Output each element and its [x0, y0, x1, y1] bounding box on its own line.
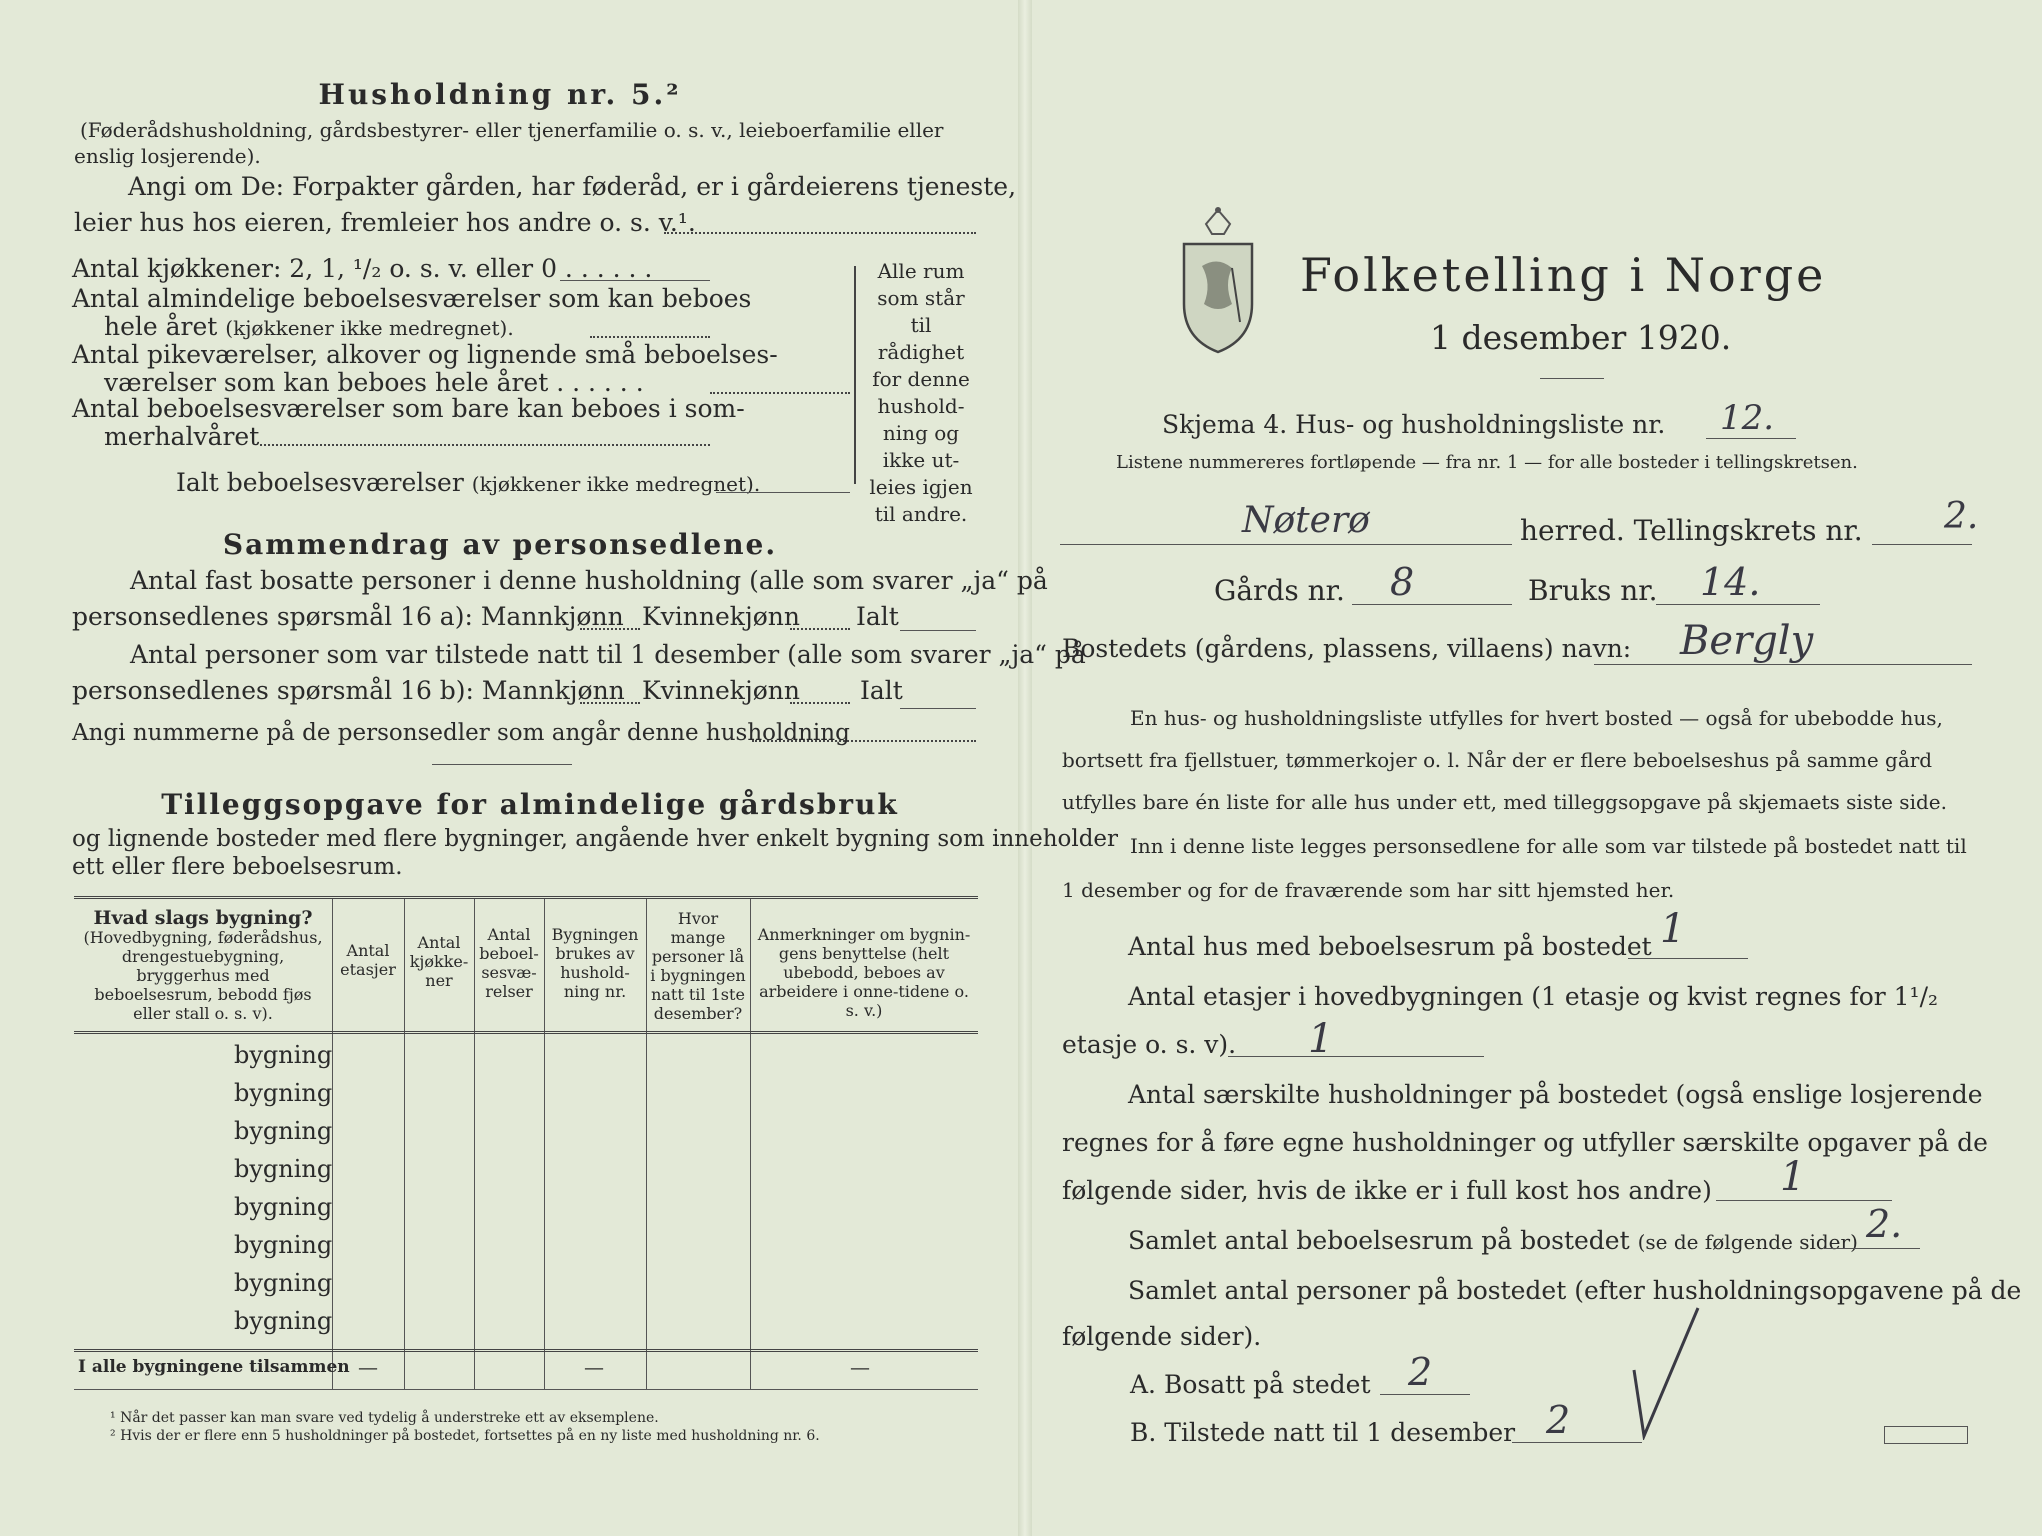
sum1-kvinne: Kvinnekjønn: [642, 602, 800, 631]
col-header-floors: Antal etasjer: [340, 941, 396, 979]
separator: [432, 764, 572, 765]
qb-answer-line: [1512, 1442, 1642, 1443]
rooms-3a: Antal beboelsesværelser som bare kan beboes i som-: [72, 394, 745, 423]
date-separator: [1540, 378, 1604, 379]
brace-note: Alle rum som står til rådighet for denne hushold- ning og ikke ut- leies igjen til andre.: [869, 259, 973, 526]
q2-label-a: Antal etasjer i hovedbygningen (1 etasje og kvist regnes for 1¹/₂: [1128, 982, 1939, 1011]
col-header-household: Bygningen brukes av hushold-ning nr.: [551, 925, 639, 1001]
gards-value: 8: [1390, 560, 1415, 604]
printer-stamp: [1884, 1426, 1968, 1444]
supplement-2: ett eller flere beboelsesrum.: [72, 854, 403, 880]
q5-label-b: følgende sider).: [1062, 1322, 1262, 1351]
table-row: bygning: [234, 1193, 333, 1221]
q1-label: Antal hus med beboelsesrum på bostedet: [1128, 932, 1652, 961]
bruks-answer-line: [1656, 604, 1820, 605]
qa-label: A. Bosatt på stedet: [1130, 1370, 1371, 1399]
qb-label: B. Tilstede natt til 1 desember: [1130, 1418, 1516, 1447]
total-rooms-answer-line: [716, 492, 850, 493]
table-row: bygning: [234, 1269, 333, 1297]
summary-2a: Antal personer som var tilstede natt til 1 desember (alle som svarer „ja“ på: [130, 640, 1086, 669]
bosted-value: Bergly: [1680, 618, 1814, 664]
info-2: bortsett fra fjellstuer, tømmerkojer o. l. Når der er flere beboelseshus på samme gård: [1062, 748, 1933, 772]
summary-1b: personsedlenes spørsmål 16 a): Mannkjønn: [72, 602, 624, 631]
col-header-remarks: Anmerkninger om bygnin-gens benyttelse (helt ubebodd, beboes av arbeidere i onne-tidene o. s. v.): [757, 925, 971, 1020]
q2-label-b: etasje o. s. v).: [1062, 1030, 1237, 1059]
sum2-kvinne-line: [790, 702, 850, 704]
info-4: Inn i denne liste legges personsedlene for alle som var tilstede på bostedet natt til: [1130, 834, 1967, 858]
ask-line-2: leier hus hos eieren, fremleier hos andre o. s. v.¹.: [74, 208, 696, 237]
sum2-ialt-line: [900, 708, 976, 709]
col-header-kitchens: Antal kjøkke-ner: [409, 933, 469, 990]
ask-answer-line: [664, 232, 976, 234]
footnote-2: ² Hvis der er flere enn 5 husholdninger på bostedet, fortsettes på en ny liste med husholdning nr. 6.: [110, 1428, 820, 1444]
q3-label-a: Antal særskilte husholdninger på bostedet (også enslige losjerende: [1128, 1080, 1983, 1109]
intro-line-1: (Føderådshusholdning, gårdsbestyrer- eller tjenerfamilie o. s. v., leieboerfamilie eller: [80, 118, 944, 142]
table-row: bygning: [234, 1231, 333, 1259]
table-row: bygning: [234, 1307, 333, 1335]
rooms-3b: merhalvåret: [104, 422, 260, 451]
q1-answer-line: [1628, 958, 1748, 959]
rooms-1-answer-line: [590, 336, 710, 338]
qb-value: 2: [1546, 1398, 1571, 1442]
table-row: bygning: [234, 1117, 333, 1145]
checkmark-icon: [1628, 1300, 1708, 1440]
table-row: bygning: [234, 1041, 333, 1069]
sum2-ialt: Ialt: [860, 676, 903, 705]
form-title: Folketelling i Norge: [1300, 248, 1827, 302]
gards-label: Gårds nr.: [1214, 574, 1345, 607]
total-row-label: I alle bygningene tilsammen: [78, 1357, 350, 1377]
table-row: bygning: [234, 1079, 333, 1107]
building-table: [74, 896, 978, 1389]
rooms-3-answer-line: [260, 444, 710, 446]
supplement-1: og lignende bosteder med flere bygninger, angående hver enkelt bygning som inneholder: [72, 826, 1119, 852]
col-header-building-type: Hvad slags bygning? (Hovedbygning, føderådshus, drengestuebygning, bryggerhus med beboelsesrum, bebodd fjøs eller stall o. s. v).: [83, 907, 323, 1023]
info-1: En hus- og husholdningsliste utfylles for hvert bosted — også for ubebodde hus,: [1130, 706, 1943, 730]
form-date: 1 desember 1920.: [1430, 318, 1732, 357]
total-floors-dash: —: [358, 1355, 378, 1379]
total-rooms: Ialt beboelsesværelser (kjøkkener ikke medregnet).: [176, 468, 761, 497]
sum2-kvinne: Kvinnekjønn: [642, 676, 800, 705]
summary-2b: personsedlenes spørsmål 16 b): Mannkjønn: [72, 676, 625, 705]
intro-line-2: enslig losjerende).: [74, 144, 261, 168]
kitchens-label: Antal kjøkkener: 2, 1, ¹/₂ o. s. v. eller 0 . . . . . .: [72, 254, 653, 283]
summary-title: Sammendrag av personsedlene.: [222, 528, 778, 561]
sum1-ialt: Ialt: [856, 602, 899, 631]
summary-1a: Antal fast bosatte personer i denne husholdning (alle som svarer „ja“ på: [130, 566, 1048, 595]
q2-answer-line: [1228, 1056, 1484, 1057]
herred-label: herred. Tellingskrets nr.: [1520, 514, 1863, 547]
supplement-title: Tilleggsopgave for almindelige gårdsbruk: [161, 788, 899, 821]
krets-answer-line: [1872, 544, 1972, 545]
rooms-2a: Antal pikeværelser, alkover og lignende små beboelses-: [72, 340, 778, 369]
sum2-mann-line: [580, 702, 640, 704]
q4-label: Samlet antal beboelsesrum på bostedet (se de følgende sider): [1128, 1226, 1858, 1255]
herred-answer-line: [1060, 544, 1512, 545]
total-household-dash: —: [584, 1355, 604, 1379]
schema-label: Skjema 4. Hus- og husholdningsliste nr.: [1162, 410, 1666, 439]
q3-label-b: regnes for å føre egne husholdninger og utfyller særskilte opgaver på de: [1062, 1128, 1988, 1157]
rooms-1a: Antal almindelige beboelsesværelser som kan beboes: [72, 284, 752, 313]
info-5: 1 desember og for de fraværende som har sitt hjemsted her.: [1062, 878, 1675, 902]
page-fold: [1018, 0, 1032, 1536]
herred-value: Nøterø: [1242, 500, 1370, 541]
q4-value: 2.: [1866, 1202, 1903, 1246]
schema-answer-line: [1706, 438, 1796, 439]
household-title: Husholdning nr. 5.²: [318, 78, 682, 111]
kitchens-answer-line: [560, 280, 710, 281]
bruks-value: 14.: [1700, 560, 1761, 604]
q3-label-c: følgende sider, hvis de ikke er i full kost hos andre): [1062, 1176, 1712, 1205]
rooms-1b: hele året (kjøkkener ikke medregnet).: [104, 312, 514, 341]
list-note: Listene nummereres fortløpende — fra nr. 1 — for alle bosteder i tellingskretsen.: [1116, 452, 1858, 473]
numbers-label: Angi nummerne på de personsedler som angår denne husholdning: [72, 720, 850, 746]
ask-line-1: Angi om De: Forpakter gården, har føderåd, er i gårdeierens tjeneste,: [128, 172, 1017, 201]
bruks-label: Bruks nr.: [1528, 574, 1658, 607]
q2-value: 1: [1308, 1016, 1334, 1062]
rooms-2b: værelser som kan beboes hele året . . . . . .: [104, 368, 644, 397]
schema-value: 12.: [1720, 398, 1775, 438]
sum1-mann-line: [580, 628, 640, 630]
bosted-label: Bostedets (gårdens, plassens, villaens) navn:: [1062, 634, 1632, 663]
sum1-kvinne-line: [790, 628, 850, 630]
col-header-rooms: Antal beboel-sesvæ-relser: [479, 925, 539, 1001]
sum1-ialt-line: [900, 630, 976, 631]
numbers-line: [752, 740, 976, 742]
bosted-answer-line: [1594, 664, 1972, 665]
q1-value: 1: [1660, 906, 1686, 952]
brace: [854, 266, 856, 484]
footnote-1: ¹ Når det passer kan man svare ved tydelig å understreke ett av eksemplene.: [110, 1410, 659, 1426]
qa-answer-line: [1380, 1394, 1470, 1395]
total-remarks-dash: —: [850, 1355, 870, 1379]
info-3: utfylles bare én liste for alle hus under ett, med tilleggsopgave på skjemaets siste side.: [1062, 790, 1947, 814]
q3-answer-line: [1716, 1200, 1892, 1201]
q5-label-a: Samlet antal personer på bostedet (efter husholdningsopgavene på de: [1128, 1276, 2022, 1305]
table-row: bygning: [234, 1155, 333, 1183]
krets-value: 2.: [1944, 496, 1979, 537]
q3-value: 1: [1780, 1154, 1806, 1200]
q4-answer-line: [1824, 1248, 1920, 1249]
col-header-persons: Hvor mange personer lå i bygningen natt til 1ste desember?: [650, 909, 746, 1023]
coat-of-arms-icon: [1176, 204, 1260, 356]
gards-answer-line: [1352, 604, 1512, 605]
qa-value: 2: [1408, 1350, 1433, 1394]
